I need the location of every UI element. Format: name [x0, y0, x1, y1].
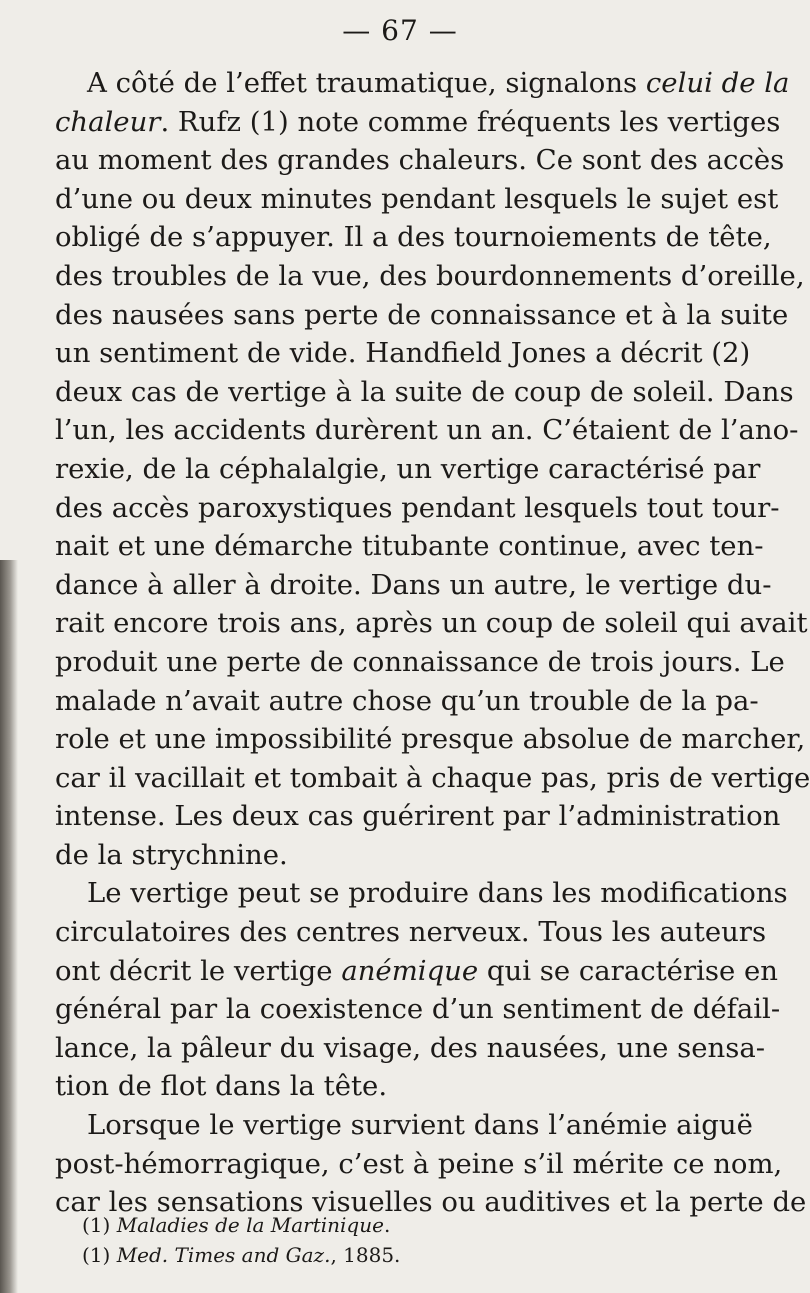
- line-text: obligé de s’appuyer. Il a des tournoiements de tête,: [55, 221, 772, 254]
- line-text: ont décrit le vertige: [55, 954, 342, 987]
- line-text: rexie, de la céphalalgie, un vertige caractérisé par: [55, 452, 761, 485]
- line-text: au moment des grandes chaleurs. Ce sont des accès: [55, 144, 785, 177]
- line-text: car il vacillait et tombait à chaque pas, pris de vertige: [55, 761, 810, 794]
- text-line: [55, 836, 743, 875]
- line-text: tion de flot dans la tête.: [55, 1070, 388, 1103]
- line-text: des troubles de la vue, des bourdonnements d’oreille,: [55, 259, 805, 292]
- line-text: intense. Les deux cas guérirent par l’administration: [55, 800, 781, 833]
- footnote-title: Med. Times and Gaz.: [116, 1243, 331, 1267]
- footnote-title: Maladies de la Martinique: [116, 1213, 384, 1237]
- line-text: circulatoires des centres nerveux. Tous les auteurs: [55, 916, 767, 949]
- text-line: [55, 1106, 753, 1145]
- text-line: [55, 103, 781, 142]
- text-line: [55, 990, 781, 1029]
- footnote: [82, 1240, 400, 1270]
- footnote: [82, 1210, 400, 1240]
- line-text: malade n’avait autre chose qu’un trouble de la pa-: [55, 684, 759, 717]
- footnote-mark: (1): [82, 1243, 117, 1267]
- text-line: [55, 180, 779, 219]
- line-text: général par la coexistence d’un sentiment de défail-: [55, 993, 781, 1026]
- text-line: [55, 141, 785, 180]
- line-text: des nausées sans perte de connaissance et à la suite: [55, 298, 789, 331]
- text-line: [55, 218, 772, 257]
- text-line: [55, 527, 764, 566]
- text-line: [55, 566, 772, 605]
- footnotes: [82, 1210, 400, 1270]
- text-line: [55, 1145, 783, 1184]
- line-text: de la strychnine.: [55, 838, 288, 871]
- footnote-text: , 1885.: [330, 1243, 401, 1267]
- line-text: . Rufz (1) note comme fréquents les vertiges: [160, 105, 781, 138]
- text-line: [55, 373, 794, 412]
- text-line: [55, 604, 808, 643]
- line-text: car les sensations visuelles ou auditives et la perte de: [55, 1186, 807, 1219]
- text-line: [55, 759, 810, 798]
- line-text: post-hémorragique, c’est à peine s’il mérite ce nom,: [55, 1147, 783, 1180]
- text-line: [55, 450, 761, 489]
- text-line: [55, 643, 785, 682]
- text-line: [55, 296, 789, 335]
- page-number: — 67 —: [342, 14, 458, 47]
- line-text: lance, la pâleur du visage, des nausées, une sensa-: [55, 1031, 766, 1064]
- line-text: rait encore trois ans, après un coup de soleil qui avait: [55, 607, 808, 640]
- line-text: d’une ou deux minutes pendant lesquels le sujet est: [55, 182, 779, 215]
- italic-text: anémique: [341, 954, 479, 987]
- page-gutter-shadow: [0, 560, 18, 1293]
- line-text: Lorsque le vertige survient dans l’anémie aiguë: [87, 1109, 753, 1142]
- line-text: produit une perte de connaissance de trois jours. Le: [55, 645, 785, 678]
- italic-text: celui de la: [645, 67, 790, 99]
- text-line: [55, 682, 759, 721]
- footnote-text: .: [383, 1213, 391, 1237]
- line-text: l’un, les accidents durèrent un an. C’étaient de l’ano-: [55, 414, 799, 447]
- text-line: [55, 1029, 766, 1068]
- text-line: [55, 489, 780, 528]
- text-line: [55, 1067, 743, 1106]
- line-text: qui se caractérise en: [478, 954, 778, 987]
- body-text: [55, 64, 810, 1222]
- text-line: [55, 334, 751, 373]
- line-text: des accès paroxystiques pendant lesquels tout tour-: [55, 491, 780, 524]
- italic-text: chaleur: [55, 105, 161, 138]
- line-text: deux cas de vertige à la suite de coup de soleil. Dans: [55, 375, 794, 408]
- text-line: [55, 64, 790, 103]
- text-line: [55, 257, 805, 296]
- line-text: Le vertige peut se produire dans les modifications: [87, 877, 788, 910]
- text-line: [55, 797, 781, 836]
- line-text: un sentiment de vide. Handfield Jones a décrit (2): [55, 337, 751, 370]
- line-text: dance à aller à droite. Dans un autre, le vertige du-: [55, 568, 772, 601]
- text-line: [55, 411, 799, 450]
- text-line: [55, 874, 788, 913]
- text-line: [55, 720, 806, 759]
- line-text: role et une impossibilité presque absolue de marcher,: [55, 723, 806, 756]
- footnote-mark: (1): [82, 1213, 117, 1237]
- text-line: [55, 913, 767, 952]
- line-text: A côté de l’effet traumatique, signalons: [87, 67, 646, 99]
- line-text: nait et une démarche titubante continue, avec ten-: [55, 530, 764, 563]
- text-line: [55, 952, 778, 991]
